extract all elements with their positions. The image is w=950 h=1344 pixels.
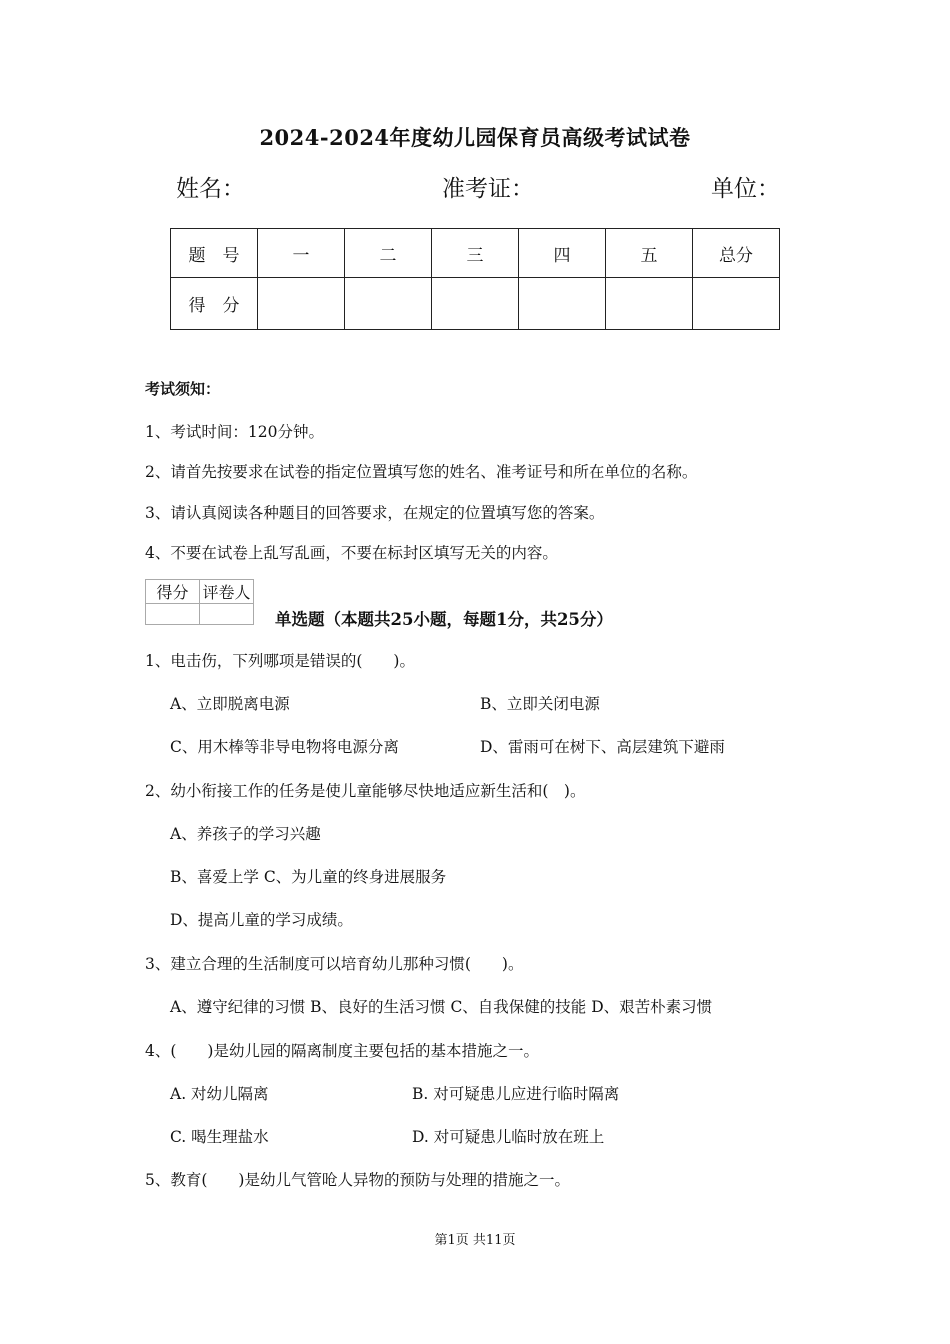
grader-score-cell bbox=[146, 604, 200, 625]
score-cell bbox=[258, 278, 345, 330]
question-1-stem: 1、电击伤，下列哪项是错误的( )。 bbox=[145, 652, 415, 670]
note-item: 3、请认真阅读各种题目的回答要求，在规定的位置填写您的答案。 bbox=[145, 504, 605, 522]
score-cell bbox=[432, 278, 519, 330]
question-2-option-a: A、养孩子的学习兴趣 bbox=[170, 825, 321, 843]
grader-box bbox=[145, 579, 254, 625]
question-4-stem: 4、( )是幼儿园的隔离制度主要包括的基本措施之一。 bbox=[145, 1042, 539, 1060]
score-cell bbox=[606, 278, 693, 330]
page-footer: 第1页 共11页 bbox=[434, 1233, 516, 1248]
page-title: 2024-2024年度幼儿园保育员高级考试试卷 bbox=[259, 125, 691, 150]
question-1-option-c: C、用木棒等非导电物将电源分离 bbox=[170, 738, 399, 756]
score-table-score-label: 得 分 bbox=[171, 278, 258, 330]
question-4-option-b: B. 对可疑患儿应进行临时隔离 bbox=[412, 1085, 620, 1103]
note-item: 1、考试时间：120分钟。 bbox=[145, 423, 324, 441]
note-item: 2、请首先按要求在试卷的指定位置填写您的姓名、准考证号和所在单位的名称。 bbox=[145, 463, 698, 481]
exam-id-label: 准考证： bbox=[442, 176, 534, 202]
unit-label: 单位： bbox=[711, 176, 780, 202]
score-cell bbox=[519, 278, 606, 330]
score-table-header-4: 四 bbox=[519, 229, 606, 278]
score-table-header-3: 三 bbox=[432, 229, 519, 278]
score-table-header-1: 一 bbox=[258, 229, 345, 278]
score-table bbox=[170, 228, 780, 330]
notes-title: 考试须知： bbox=[145, 380, 221, 398]
score-table-header-2: 二 bbox=[345, 229, 432, 278]
grader-name-cell bbox=[200, 604, 254, 625]
question-2-option-bc: B、喜爱上学 C、为儿童的终身进展服务 bbox=[170, 868, 447, 886]
score-cell-total bbox=[693, 278, 780, 330]
question-1-option-d: D、雷雨可在树下、高层建筑下避雨 bbox=[480, 738, 725, 756]
grader-score-label: 得分 bbox=[146, 580, 200, 604]
question-1-option-a: A、立即脱离电源 bbox=[170, 695, 290, 713]
question-2-option-d: D、提高儿童的学习成绩。 bbox=[170, 911, 353, 929]
note-item: 4、不要在试卷上乱写乱画，不要在标封区填写无关的内容。 bbox=[145, 544, 558, 562]
question-4-option-c: C. 喝生理盐水 bbox=[170, 1128, 269, 1146]
question-5-stem: 5、教育( )是幼儿气管呛人异物的预防与处理的措施之一。 bbox=[145, 1171, 570, 1189]
score-table-header-label: 题 号 bbox=[171, 229, 258, 278]
question-4-option-a: A. 对幼儿隔离 bbox=[170, 1085, 269, 1103]
score-cell bbox=[345, 278, 432, 330]
grader-label: 评卷人 bbox=[200, 580, 254, 604]
question-1-option-b: B、立即关闭电源 bbox=[480, 695, 600, 713]
score-table-header-total: 总分 bbox=[693, 229, 780, 278]
score-table-header-5: 五 bbox=[606, 229, 693, 278]
section-title: 单选题（本题共25小题，每题1分，共25分） bbox=[275, 610, 613, 629]
question-2-stem: 2、幼小衔接工作的任务是使儿童能够尽快地适应新生活和( )。 bbox=[145, 782, 586, 800]
question-4-option-d: D. 对可疑患儿临时放在班上 bbox=[412, 1128, 605, 1146]
question-3-options: A、遵守纪律的习惯 B、良好的生活习惯 C、自我保健的技能 D、艰苦朴素习惯 bbox=[170, 998, 713, 1016]
name-label: 姓名： bbox=[176, 176, 245, 202]
question-3-stem: 3、建立合理的生活制度可以培育幼儿那种习惯( )。 bbox=[145, 955, 524, 973]
